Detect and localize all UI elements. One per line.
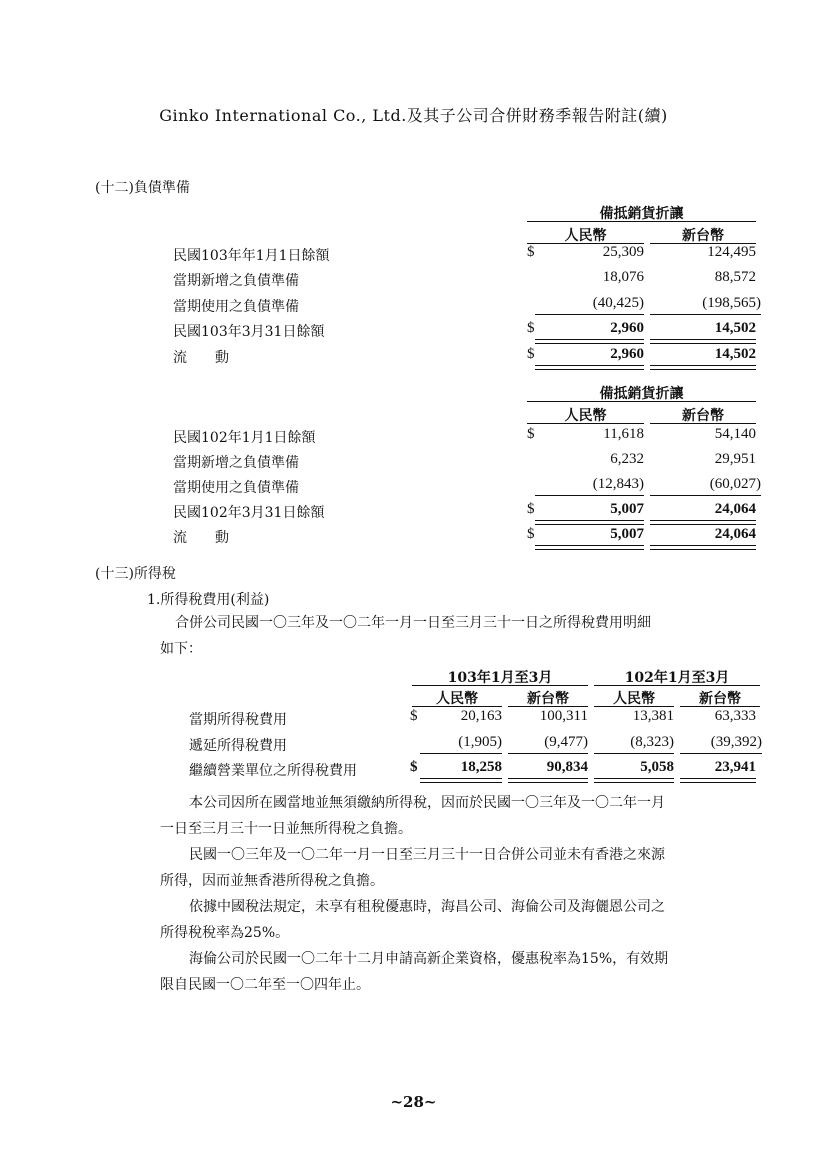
section-13-heading: (十三)所得稅: [95, 566, 176, 582]
col-header-ntd: 新台幣: [699, 691, 741, 707]
cell-102-ntd: 63,333: [714, 708, 756, 724]
paragraph-line: 海倫公司於民國一〇二年十二月申請高新企業資格，優惠稅率為15%，有效期: [189, 951, 669, 967]
row-label: 繼續營業單位之所得稅費用: [189, 763, 357, 779]
period-rule: [412, 685, 588, 686]
page-title: Ginko International Co., Ltd.及其子公司合併財務季報告附註(續): [159, 106, 668, 125]
cell-rmb: 25,309: [602, 244, 644, 260]
paragraph-line: 所得，因而並無香港所得稅之負擔。: [160, 873, 384, 889]
total-rule: [508, 778, 588, 783]
cell-rmb: 2,960: [610, 320, 644, 336]
paragraph-line: 所得稅稅率為25%。: [160, 925, 290, 941]
subtotal-rule: [508, 753, 588, 754]
col-header-rmb: 人民幣: [564, 408, 607, 424]
col-header-rmb: 人民幣: [436, 691, 478, 707]
period-rule: [594, 685, 760, 686]
total-rule: [420, 778, 502, 783]
cell-ntd: 14,502: [714, 320, 756, 336]
total-rule-ntd: [650, 545, 756, 550]
total-rule-rmb: [535, 520, 644, 525]
subtotal-rule-rmb: [535, 314, 644, 315]
row-label: 民國102年1月1日餘額: [173, 430, 316, 446]
total-rule: [680, 778, 756, 783]
cell-102-rmb: 5,058: [640, 759, 674, 775]
cell-103-ntd: 100,311: [539, 708, 588, 724]
total-rule-ntd: [650, 520, 756, 525]
cell-ntd: 88,572: [714, 269, 756, 285]
paragraph-line: 本公司因所在國當地並無須繳納所得稅，因而於民國一〇三年及一〇二年一月: [189, 795, 665, 811]
dollar-sign: $: [410, 708, 418, 724]
subtotal-rule-ntd: [650, 495, 761, 496]
paragraph-line: 限自民國一〇二年至一〇四年止。: [160, 977, 370, 993]
page-number: ~28~: [390, 1093, 437, 1111]
header-rule: [527, 221, 756, 222]
cell-102-rmb: 13,381: [632, 708, 674, 724]
col-rule-rmb: [527, 423, 644, 424]
cell-rmb: (12,843): [592, 476, 644, 492]
col-header-ntd: 新台幣: [527, 691, 569, 707]
cell-ntd: (60,027): [709, 476, 761, 492]
header-rule: [527, 401, 756, 402]
row-label: 民國103年年1月1日餘額: [173, 248, 330, 264]
cell-rmb: 11,618: [603, 426, 644, 442]
total-rule-rmb: [535, 339, 644, 344]
cell-102-ntd: (39,392): [710, 734, 762, 750]
col-rule-ntd: [650, 423, 756, 424]
dollar-sign: $: [410, 759, 418, 775]
dollar-sign: $: [527, 501, 535, 517]
col-rule: [412, 706, 502, 707]
dollar-sign: $: [527, 526, 535, 542]
cell-rmb: 5,007: [610, 501, 644, 517]
row-label: 當期新增之負債準備: [173, 273, 299, 289]
row-label: 流 動: [173, 530, 229, 546]
cell-rmb: (40,425): [592, 295, 644, 311]
cell-rmb: 5,007: [610, 526, 644, 542]
cell-ntd: 54,140: [714, 426, 756, 442]
cell-ntd: 24,064: [714, 501, 756, 517]
col-rule: [594, 706, 674, 707]
total-rule-rmb: [535, 365, 644, 370]
row-label: 當期新增之負債準備: [173, 455, 299, 471]
col-header-ntd: 新台幣: [682, 408, 724, 424]
intro-line: 合併公司民國一〇三年及一〇二年一月一日至三月三十一日之所得稅費用明細: [175, 615, 651, 631]
row-label: 當期所得稅費用: [189, 712, 287, 728]
cell-ntd: 14,502: [714, 346, 756, 362]
subtotal-rule-rmb: [535, 495, 644, 496]
period-header: 103年1月至3月: [447, 670, 553, 686]
cell-ntd: 124,495: [707, 244, 756, 260]
row-label: 當期使用之負債準備: [173, 299, 299, 315]
row-label: 遞延所得稅費用: [189, 738, 287, 754]
cell-103-ntd: (9,477): [544, 734, 588, 750]
period-header: 102年1月至3月: [624, 670, 730, 686]
dollar-sign: $: [527, 320, 535, 336]
total-rule: [594, 778, 674, 783]
cell-ntd: (198,565): [702, 295, 761, 311]
cell-103-rmb: 18,258: [460, 759, 502, 775]
col-header-ntd: 新台幣: [682, 228, 724, 244]
total-rule-ntd: [650, 339, 756, 344]
cell-ntd: 29,951: [714, 451, 756, 467]
intro-line: 如下：: [160, 641, 202, 657]
group-header: 備抵銷貨折讓: [599, 206, 684, 222]
dollar-sign: $: [527, 346, 535, 362]
cell-rmb: 18,076: [602, 269, 644, 285]
total-rule-rmb: [535, 545, 644, 550]
total-rule-ntd: [650, 365, 756, 370]
row-label: 流 動: [173, 350, 229, 366]
cell-ntd: 24,064: [714, 526, 756, 542]
paragraph-line: 依據中國稅法規定，未享有租稅優惠時，海昌公司、海倫公司及海儷恩公司之: [189, 899, 665, 915]
cell-rmb: 6,232: [610, 451, 644, 467]
col-header-rmb: 人民幣: [613, 691, 655, 707]
dollar-sign: $: [527, 426, 535, 442]
subtotal-rule: [680, 753, 762, 754]
subtotal-rule-ntd: [650, 314, 761, 315]
section-12-heading: (十二)負債準備: [95, 180, 190, 196]
subtotal-rule: [594, 753, 674, 754]
cell-rmb: 2,960: [610, 346, 644, 362]
cell-103-ntd: 90,834: [546, 759, 588, 775]
subtotal-rule: [420, 753, 502, 754]
row-label: 當期使用之負債準備: [173, 480, 299, 496]
col-rule: [508, 706, 588, 707]
paragraph-line: 民國一〇三年及一〇二年一月一日至三月三十一日合併公司並未有香港之來源: [189, 847, 665, 863]
col-rule: [680, 706, 760, 707]
dollar-sign: $: [527, 244, 535, 260]
cell-102-rmb: (8,323): [630, 734, 674, 750]
col-header-rmb: 人民幣: [564, 228, 607, 244]
cell-103-rmb: (1,905): [458, 734, 502, 750]
row-label: 民國103年3月31日餘額: [173, 324, 325, 340]
row-label: 民國102年3月31日餘額: [173, 505, 325, 521]
group-header: 備抵銷貨折讓: [599, 386, 684, 402]
cell-103-rmb: 20,163: [460, 708, 502, 724]
subsection-heading: 1.所得稅費用(利益): [147, 592, 270, 608]
paragraph-line: 一日至三月三十一日並無所得稅之負擔。: [160, 821, 412, 837]
cell-102-ntd: 23,941: [714, 759, 756, 775]
